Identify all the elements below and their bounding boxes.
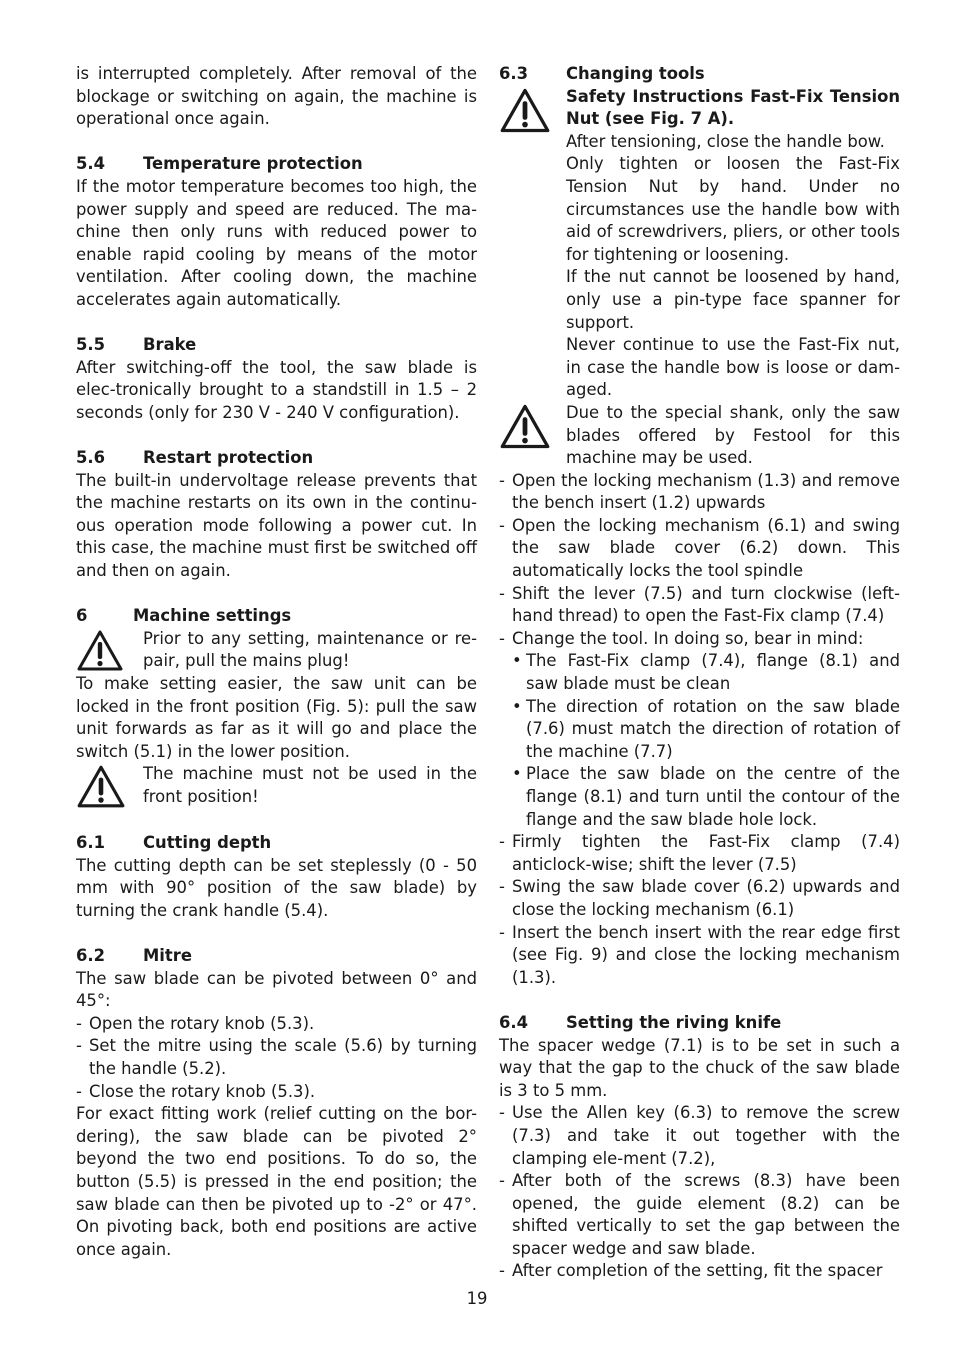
warning-block-saw-blades: Due to the special shank, only the saw blades offered by Festool for this machine may be used. (499, 402, 900, 470)
left-column (76, 63, 477, 1261)
list-item: - After completion of the setting, fit the spacer (499, 1261, 883, 1281)
section-6-text: To make setting easier, the saw unit can be locked in the front position (Fig. 5): pull the saw unit forwards as far as it will go and place the switch (5.1) in the lower position. (76, 674, 477, 761)
warning-triangle-icon (499, 402, 566, 450)
warning-triangle-icon (499, 86, 566, 134)
section-6-2-heading: 6.2 Mitre (76, 945, 192, 965)
warning-block-fast-fix (499, 86, 900, 402)
bullet-item: • Place the saw blade on the centre of the flange (8.1) and turn until the contour of the flange and the saw blade hole lock. (512, 764, 900, 829)
warning-block-mains-plug: Prior to any setting, maintenance or re-pair, pull the mains plug! (76, 628, 477, 673)
bullet-item: • The Fast-Fix clamp (7.4), flange (8.1) and saw blade must be clean (512, 651, 900, 694)
list-item: - Open the locking mechanism (1.3) and remove the bench insert (1.2) upwards (499, 470, 900, 513)
list-item: - Firmly tighten the Fast-Fix clamp (7.4) anticlock-wise; shift the lever (7.5) (499, 832, 900, 874)
section-6-2-text: The saw blade can be pivoted between 0° and 45°: (76, 968, 477, 1011)
page-number: 19 (466, 1289, 488, 1308)
section-5-5-heading: 5.5 Brake (76, 335, 197, 355)
fast-fix-p2: Only tighten or loosen the Fast-Fix Tension Nut by hand. Under no circumstances use the handle bow with aid of screwdrivers, pliers, or other tools for tightening or loosening. (566, 154, 900, 264)
fast-fix-subtitle: Safety Instructions Fast-Fix Tension Nut (see Fig. 7 A). (566, 86, 900, 129)
bullet-item: • The direction of rotation on the saw blade (7.6) must match the direction of rotation of the machine (7.7) (512, 696, 900, 761)
section-6-2-text-2: For exact fitting work (relief cutting on the bor-dering), the saw blade can be pivoted 2° beyond the two end positions. To do so, the button (5.5) is pressed in the end position; the saw blade can then be pivoted up to -2° or 47°. On pivoting back, both end positions are active once again. (76, 1104, 477, 1259)
list-item: - Insert the bench insert with the rear edge first (see Fig. 9) and close the locking mechanism (1.3). (499, 922, 900, 987)
section-6-1-text: The cutting depth can be set steplessly (0 - 50 mm with 90° position of the saw blade) by turning the crank handle (5.4). (76, 855, 477, 920)
list-item: - Set the mitre using the scale (5.6) by turning the handle (5.2). (76, 1036, 477, 1078)
warning-block-front-position: The machine must not be used in the front position! (76, 763, 477, 809)
section-5-5-text: After switching-off the tool, the saw blade is elec-tronically brought to a standstill in 1.5 – 2 seconds (only for 230 V - 240 V configuration). (76, 357, 477, 422)
fast-fix-p4: Never continue to use the Fast-Fix nut, in case the handle bow is loose or dam-aged. (566, 335, 900, 400)
warning-triangle-icon (76, 763, 143, 809)
right-column (499, 63, 900, 1283)
fast-fix-p1: After tensioning, close the handle bow. (566, 131, 885, 151)
list-item: - Open the locking mechanism (6.1) and swing the saw blade cover (6.2) down. This automatically locks the tool spindle (499, 515, 900, 581)
section-5-6-text: The built-in undervoltage release prevents that the machine restarts on its own in the continu-ous operation mode following a power cut. In this case, the machine must first be switched off and then on again. (76, 470, 477, 581)
section-5-4-text: If the motor temperature becomes too high, the power supply and speed are reduced. The ma-chine then only runs with reduced power to enable rapid cooling by means of the motor ventilation. After cooling down, the machine accelerates again automatically. (76, 176, 477, 309)
section-6-1-heading: 6.1 Cutting depth (76, 833, 272, 852)
section-6-3-heading: 6.3 Changing tools (499, 64, 705, 83)
section-6-4-text: The spacer wedge (7.1) is to be set in such a way that the gap to the chuck of the saw blade is 3 to 5 mm. (499, 1035, 900, 1100)
section-5-6-heading: 5.6 Restart protection (76, 448, 314, 468)
list-item: - After both of the screws (8.3) have been opened, the guide element (8.2) can be shifted vertically to set the gap between the spacer wedge and saw blade. (499, 1171, 900, 1258)
list-item: - Open the rotary knob (5.3). (76, 1013, 315, 1033)
section-6-heading: 6 Machine settings (76, 606, 292, 626)
fast-fix-p3: If the nut cannot be loosened by hand, only use a pin-type face spanner for support. (566, 267, 900, 332)
intro-paragraph: is interrupted completely. After removal of the blockage or switching on again, the machine is operational once again. (76, 64, 477, 129)
list-item: - Close the rotary knob (5.3). (76, 1081, 316, 1101)
list-item: - Use the Allen key (6.3) to remove the screw (7.3) and take it out together with the clamping ele-ment (7.2), (499, 1103, 900, 1168)
list-item: - Shift the lever (7.5) and turn clockwise (left-hand thread) to open the Fast-Fix clamp (7.4) (499, 583, 900, 626)
warning-triangle-icon (76, 628, 143, 672)
list-item: - Change the tool. In doing so, bear in mind: (499, 628, 864, 648)
list-item: - Swing the saw blade cover (6.2) upwards and close the locking mechanism (6.1) (499, 877, 900, 919)
section-6-4-heading: 6.4 Setting the riving knife (499, 1012, 782, 1032)
section-5-4-heading: 5.4 Temperature protection (76, 154, 363, 174)
